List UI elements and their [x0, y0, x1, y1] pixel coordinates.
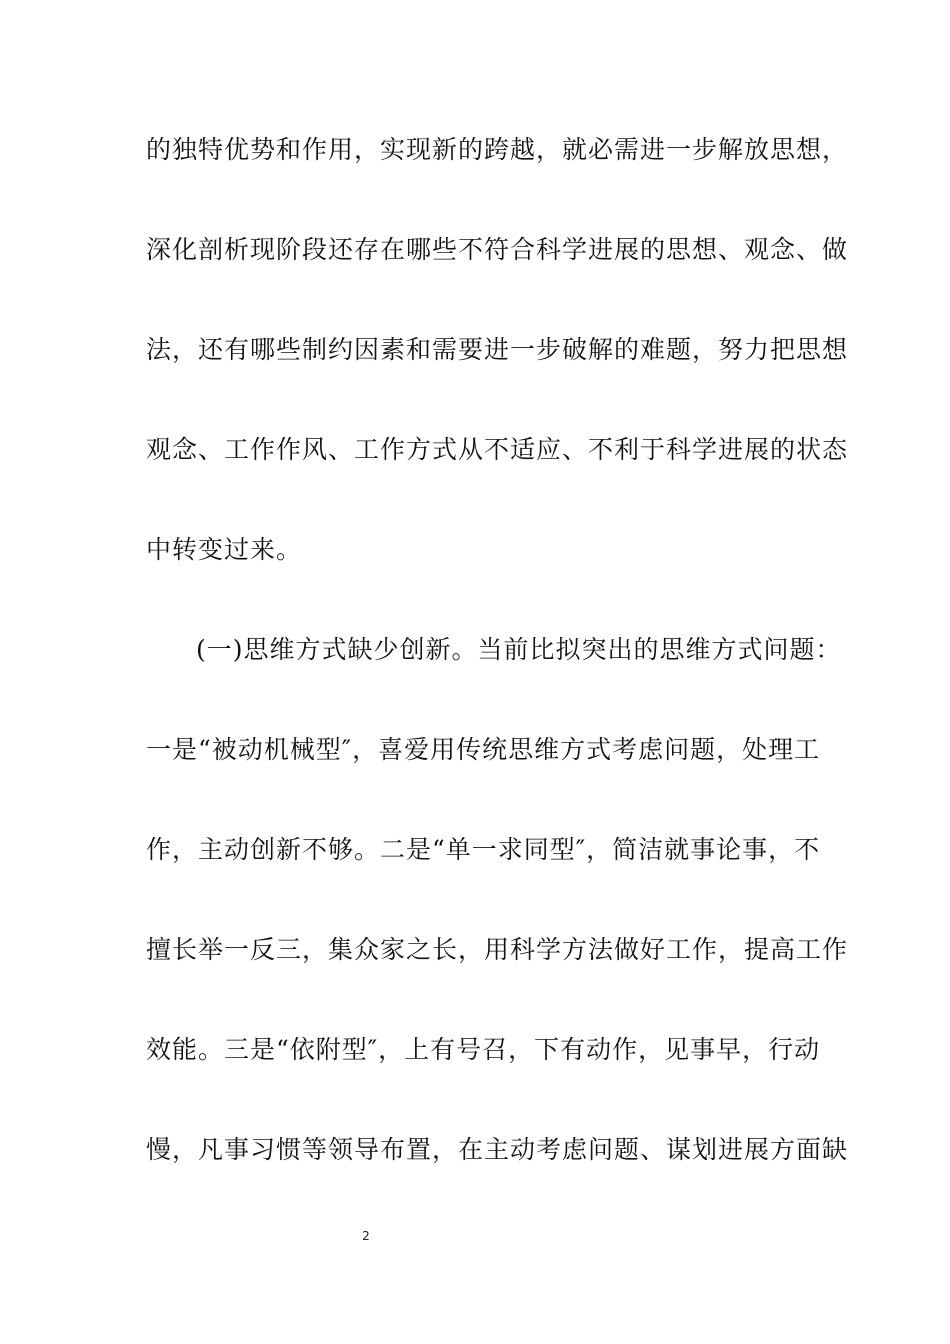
text-line-8: 作，主动创新不够。二是“单一求同型″，简洁就事论事，不: [146, 835, 821, 864]
section-heading-line: (一)思维方式缺少创新。当前比拟突出的思维方式问题：: [196, 635, 842, 664]
text-line-4: 观念、工作作风、工作方式从不适应、不利于科学进展的状态: [146, 435, 849, 464]
text-line-3: 法，还有哪些制约因素和需要进一步破解的难题，努力把思想: [146, 335, 849, 364]
page-number: 2: [362, 1229, 370, 1243]
text-line-9: 擅长举一反三，集众家之长，用科学方法做好工作，提高工作: [146, 935, 849, 964]
text-line-2: 深化剖析现阶段还存在哪些不符合科学进展的思想、观念、做: [146, 235, 849, 264]
text-line-1: 的独特优势和作用，实现新的跨越，就必需进一步解放思想，: [146, 135, 849, 164]
text-line-10: 效能。三是“依附型″，上有号召，下有动作，见事早，行动: [146, 1035, 821, 1064]
text-line-7: 一是“被动机械型″，喜爱用传统思维方式考虑问题，处理工: [146, 735, 821, 764]
text-line-11: 慢，凡事习惯等领导布置，在主动考虑问题、谋划进展方面缺: [146, 1135, 849, 1164]
text-line-5: 中转变过来。: [146, 535, 303, 564]
